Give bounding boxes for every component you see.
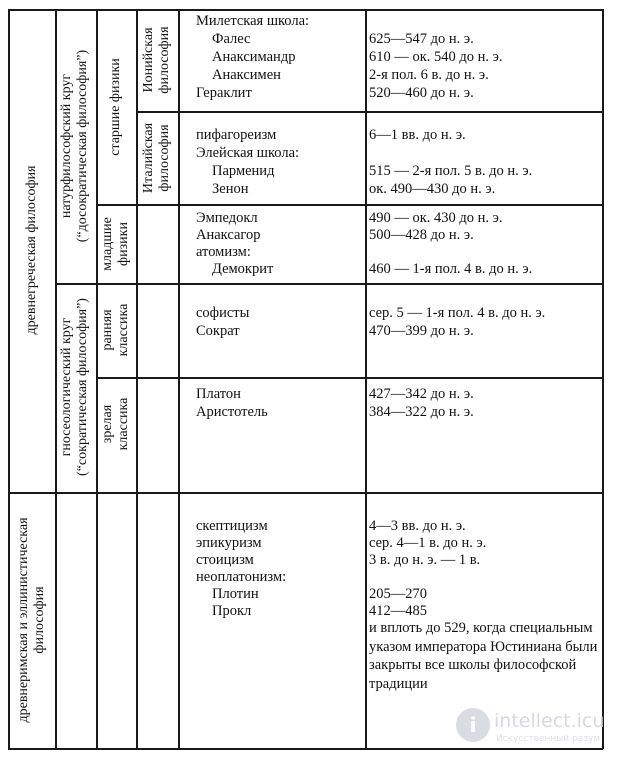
date-plotinus: 205—270 [369, 586, 427, 602]
date-parmenides: 515 — 2-я пол. 5 в. до н. э. [369, 163, 533, 179]
date-heraclitus: 520—460 до н. э. [369, 85, 474, 101]
header-natural-circle: натурфилософский круг (“досократическая философия”) [59, 49, 90, 243]
name-socrates: Сократ [196, 323, 240, 339]
name-anaxagoras: Анаксагор [196, 227, 261, 243]
name-plotinus: Плотин [212, 586, 259, 602]
name-heraclitus: Гераклит [196, 85, 252, 101]
row-line-greek [8, 492, 603, 494]
divider-col-3 [136, 9, 138, 749]
name-anaximander: Анаксимандр [212, 49, 296, 65]
row-line-elder [96, 204, 603, 206]
date-anaximander: 610 — ок. 540 до н. э. [369, 49, 503, 65]
date-epicureanism: сер. 4—1 в. до н. э. [369, 535, 487, 551]
table-left-border [8, 9, 10, 749]
date-aristotle: 384—322 до н. э. [369, 404, 474, 420]
header-early-classic: ранняя классика [100, 303, 131, 357]
watermark-subtext: Искусственный разум [496, 734, 601, 744]
watermark-text: intellect.icu [494, 710, 605, 732]
name-parmenides: Парменид [212, 163, 275, 179]
divider-col-4 [178, 9, 180, 749]
name-miletus-school: Милетская школа: [196, 13, 310, 29]
date-skepticism: 4—3 вв. до н. э. [369, 518, 466, 534]
header-italian: Италийская философия [141, 122, 172, 194]
name-neoplatonism: неоплатонизм: [196, 569, 287, 585]
row-line-early [96, 377, 603, 379]
header-gnoseo-circle: гносеологический круг (“сократическая философия”) [59, 298, 90, 476]
name-plato: Платон [196, 386, 241, 402]
date-zeno: ок. 490—430 до н. э. [369, 181, 496, 197]
name-pythagoreanism: пифагореизм [196, 127, 277, 143]
date-socrates: 470—399 до н. э. [369, 323, 474, 339]
name-zeno: Зенон [212, 181, 249, 197]
watermark-logo-icon: i [456, 708, 490, 742]
name-anaximenes: Анаксимен [212, 67, 281, 83]
date-anaxagoras: 500—428 до н. э. [369, 227, 474, 243]
name-empedocles: Эмпедокл [196, 210, 258, 226]
date-anaximenes: 2-я пол. 6 в. до н. э. [369, 67, 489, 83]
row-line-ionian [136, 111, 603, 113]
date-sophists: сер. 5 — 1-я пол. 4 в. до н. э. [369, 305, 546, 321]
name-skepticism: скептицизм [196, 518, 268, 534]
divider-col-5 [365, 9, 367, 749]
name-stoicism: стоицизм [196, 552, 254, 568]
date-democritus: 460 — 1-я пол. 4 в. до н. э. [369, 261, 533, 277]
header-elder-physicists: старшие физики [108, 58, 123, 156]
header-younger-physicists: младшие физики [100, 217, 131, 271]
name-thales: Фалес [212, 31, 251, 47]
name-epicureanism: эпикуризм [196, 535, 262, 551]
note-schools-closed: и вплоть до 529, когда специальным указом императора Юстиниана были закрыты все школы философской традиции [369, 620, 598, 692]
name-proclus: Прокл [212, 603, 252, 619]
date-plato: 427—342 до н. э. [369, 386, 474, 402]
divider-col-1 [55, 9, 57, 749]
name-atomism: атомизм: [196, 244, 251, 260]
name-aristotle: Аристотель [196, 404, 268, 420]
header-ionian: Ионийская философия [141, 26, 172, 94]
row-line-natural [55, 283, 603, 285]
header-hellenistic: древнеримская и эллинистическая философия [16, 517, 47, 723]
name-sophists: софисты [196, 305, 250, 321]
divider-col-2 [96, 9, 98, 749]
date-thales: 625—547 до н. э. [369, 31, 474, 47]
header-mature-classic: зрелая классика [100, 397, 131, 451]
date-proclus: 412—485 [369, 603, 427, 619]
date-pythagoreanism: 6—1 вв. до н. э. [369, 127, 466, 143]
name-eleatic-school: Элейская школа: [196, 145, 300, 161]
watermark [456, 706, 626, 756]
name-democritus: Демокрит [212, 261, 274, 277]
header-ancient-greek: древнегреческая философия [24, 165, 39, 335]
date-empedocles: 490 — ок. 430 до н. э. [369, 210, 503, 226]
date-stoicism: 3 в. до н. э. — 1 в. [369, 552, 481, 568]
